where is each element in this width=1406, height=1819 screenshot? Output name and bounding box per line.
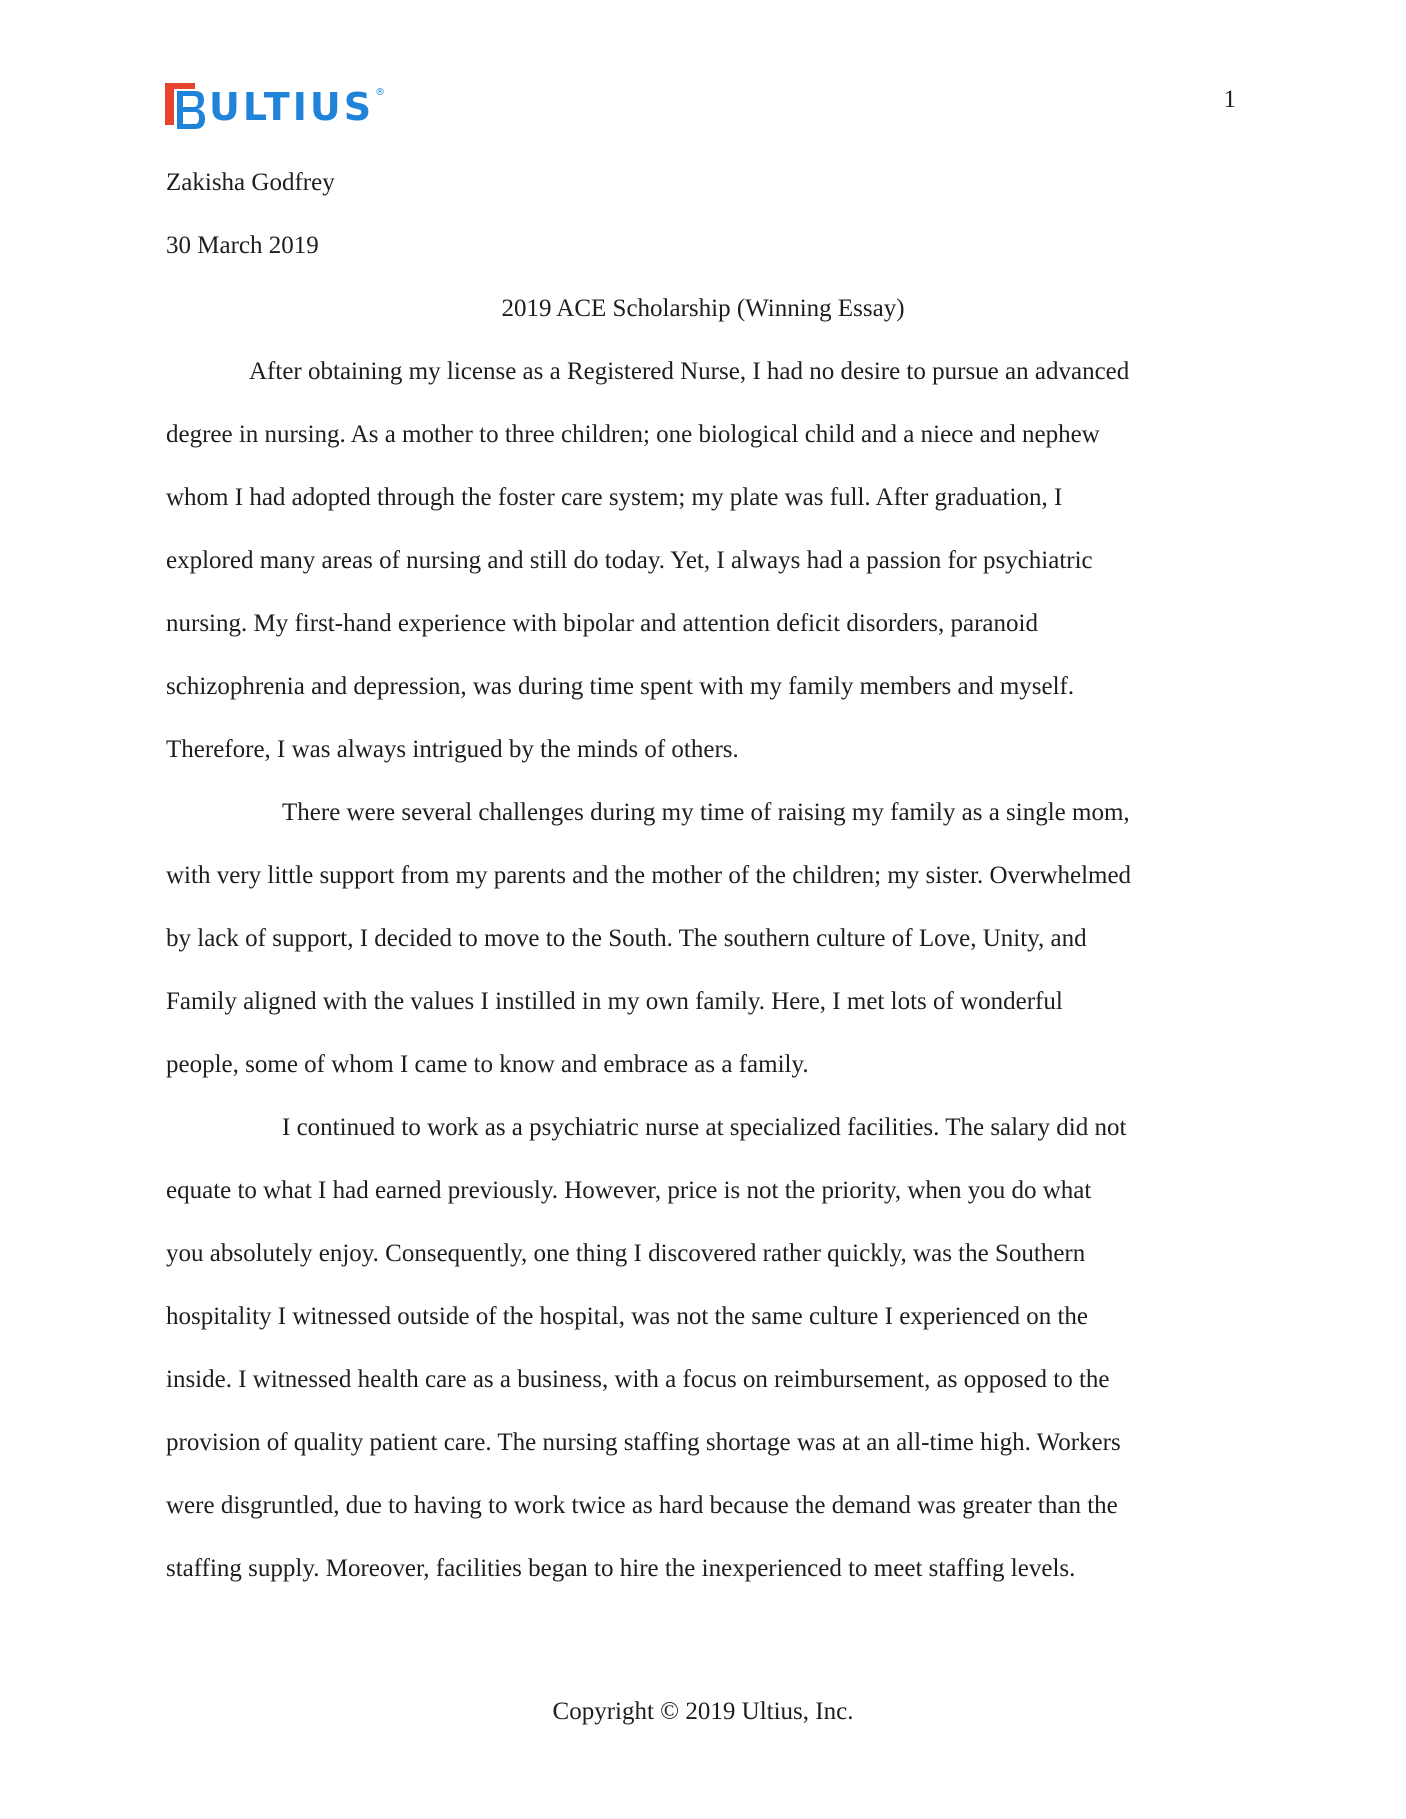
essay-title: 2019 ACE Scholarship (Winning Essay): [501, 295, 905, 322]
ultius-logo: [165, 76, 385, 132]
ultius-book-icon: [165, 79, 205, 129]
essay-line: staffing supply. Moreover, facilities began to hire the inexperienced to meet staffing levels.: [166, 1555, 1076, 1582]
page-number: 1: [1223, 86, 1236, 113]
essay-line: people, some of whom I came to know and embrace as a family.: [166, 1051, 809, 1078]
registered-mark: ®: [375, 86, 386, 98]
essay-body: [166, 357, 1246, 1617]
essay-line: After obtaining my license as a Registered Nurse, I had no desire to pursue an advanced: [249, 358, 1130, 385]
ultius-wordmark: ULTIUS: [209, 85, 375, 129]
essay-line: inside. I witnessed health care as a business, with a focus on reimbursement, as opposed to the: [166, 1366, 1110, 1393]
author-name: Zakisha Godfrey: [166, 169, 335, 196]
essay-line: by lack of support, I decided to move to the South. The southern culture of Love, Unity, and: [166, 925, 1087, 952]
essay-line: nursing. My first-hand experience with bipolar and attention deficit disorders, paranoid: [166, 610, 1038, 637]
essay-line: There were several challenges during my time of raising my family as a single mom,: [282, 799, 1130, 826]
essay-line: provision of quality patient care. The nursing staffing shortage was at an all-time high. Workers: [166, 1429, 1121, 1456]
essay-line: degree in nursing. As a mother to three children; one biological child and a niece and nephew: [166, 421, 1100, 448]
essay-line: I continued to work as a psychiatric nurse at specialized facilities. The salary did not: [282, 1114, 1127, 1141]
essay-line: Family aligned with the values I instilled in my own family. Here, I met lots of wonderful: [166, 988, 1063, 1015]
essay-line: with very little support from my parents and the mother of the children; my sister. Overwhelmed: [166, 862, 1132, 889]
essay-line: Therefore, I was always intrigued by the minds of others.: [166, 736, 739, 763]
essay-line: explored many areas of nursing and still do today. Yet, I always had a passion for psychiatric: [166, 547, 1093, 574]
essay-line: were disgruntled, due to having to work twice as hard because the demand was greater than the: [166, 1492, 1118, 1519]
essay-line: schizophrenia and depression, was during time spent with my family members and myself.: [166, 673, 1075, 700]
essay-line: you absolutely enjoy. Consequently, one thing I discovered rather quickly, was the Southern: [166, 1240, 1086, 1267]
essay-line: hospitality I witnessed outside of the hospital, was not the same culture I experienced on the: [166, 1303, 1088, 1330]
copyright-footer: Copyright © 2019 Ultius, Inc.: [552, 1698, 854, 1725]
essay-line: equate to what I had earned previously. However, price is not the priority, when you do what: [166, 1177, 1092, 1204]
essay-date: 30 March 2019: [166, 232, 319, 259]
essay-line: whom I had adopted through the foster care system; my plate was full. After graduation, I: [166, 484, 1063, 511]
